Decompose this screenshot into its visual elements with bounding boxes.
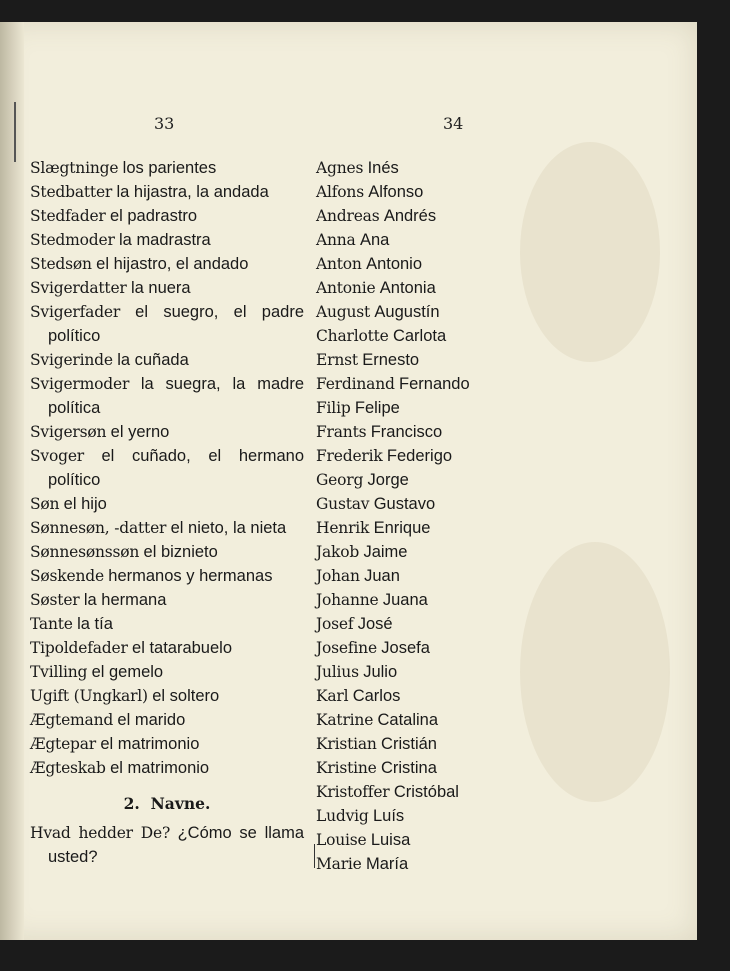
left-column [30, 156, 304, 869]
vocab-entry: Stedsøn el hijastro, el andado [30, 255, 249, 273]
vocab-entry: Svigerinde la cuñada [30, 351, 189, 369]
name-entry: Filip Felipe [316, 399, 400, 417]
name-entry: Antonie Antonia [316, 279, 436, 297]
name-entry: Georg Jorge [316, 471, 409, 489]
name-entry: Frederik Federigo [316, 447, 453, 465]
vocab-entry: Tante la tía [30, 615, 113, 633]
name-entry: Julius Julio [316, 663, 398, 681]
name-entry: Josefine Josefa [316, 639, 430, 657]
column-divider [314, 844, 315, 868]
vocab-entry: Sønnesøn, -datter el nieto, la nieta [30, 519, 287, 537]
paper-stain [520, 142, 660, 362]
name-entry: Johan Juan [316, 567, 400, 585]
vocab-entry: Svigerdatter la nuera [30, 279, 191, 297]
name-entry: Karl Carlos [316, 687, 401, 705]
vocab-entry: Svigersøn el yerno [30, 423, 170, 441]
vocab-entry: Ægtepar el matrimonio [30, 735, 200, 753]
name-entry: Anton Antonio [316, 255, 423, 273]
book-spine-shadow [0, 22, 24, 940]
name-entry: Ferdinand Fernando [316, 375, 470, 393]
vocab-entry: Søskende hermanos y hermanas [30, 567, 273, 585]
name-entry: Gustav Gustavo [316, 495, 436, 513]
vocab-entry: Søn el hijo [30, 495, 107, 513]
name-entry: Kristine Cristina [316, 759, 437, 777]
name-entry: Anna Ana [316, 231, 390, 249]
name-entry: Henrik Enrique [316, 519, 431, 537]
name-entry: Katrine Catalina [316, 711, 439, 729]
vocab-entry: Ugift (Ungkarl) el soltero [30, 687, 220, 705]
paper-stain [520, 542, 670, 802]
vocab-entry: Slægtninge los parientes [30, 159, 217, 177]
section-heading: 2. Navne. [123, 794, 211, 813]
vocab-entry: Tvilling el gemelo [30, 663, 164, 681]
vocab-entry: Svoger el cuñado, el hermano político [30, 447, 304, 489]
page-number-right: 34 [443, 114, 464, 133]
right-column [315, 156, 496, 876]
vocab-entry: Søster la hermana [30, 591, 167, 609]
page-number-left: 33 [154, 114, 175, 133]
name-entry: Agnes Inés [316, 159, 399, 177]
vocab-entry: Svigermoder la suegra, la madre política [30, 375, 304, 417]
book-page [0, 22, 697, 940]
name-entry: Jakob Jaime [316, 543, 408, 561]
vocab-entry: Ægteskab el matrimonio [30, 759, 210, 777]
name-entry: Kristian Cristián [316, 735, 437, 753]
name-entry: Louise Luisa [316, 831, 411, 849]
vocab-entry: Stedmoder la madrastra [30, 231, 211, 249]
vocab-entry: Stedfader el padrastro [30, 207, 198, 225]
vocab-entry: Ægtemand el marido [30, 711, 186, 729]
name-entry: Frants Francisco [316, 423, 443, 441]
vocab-entry: Sønnesønssøn el biznieto [30, 543, 218, 561]
vocab-entry: Stedbatter la hijastra, la andada [30, 183, 269, 201]
name-entry: Ernst Ernesto [316, 351, 420, 369]
name-entry: Marie María [316, 855, 409, 873]
name-entry: Charlotte Carlota [316, 327, 447, 345]
page-edge-mark [14, 102, 16, 162]
name-entry: Josef José [316, 615, 393, 633]
name-entry: August Augustín [316, 303, 440, 321]
name-entry: Andreas Andrés [316, 207, 437, 225]
vocab-entry: Tipoldefader el tatarabuelo [30, 639, 233, 657]
name-entry: Ludvig Luís [316, 807, 405, 825]
vocab-entry: Svigerfader el suegro, el padre político [30, 303, 304, 345]
phrase-entry: Hvad hedder De? ¿Cómo se llama usted? [30, 824, 304, 866]
name-entry: Alfons Alfonso [316, 183, 424, 201]
name-entry: Johanne Juana [316, 591, 428, 609]
name-entry: Kristoffer Cristóbal [316, 783, 459, 801]
